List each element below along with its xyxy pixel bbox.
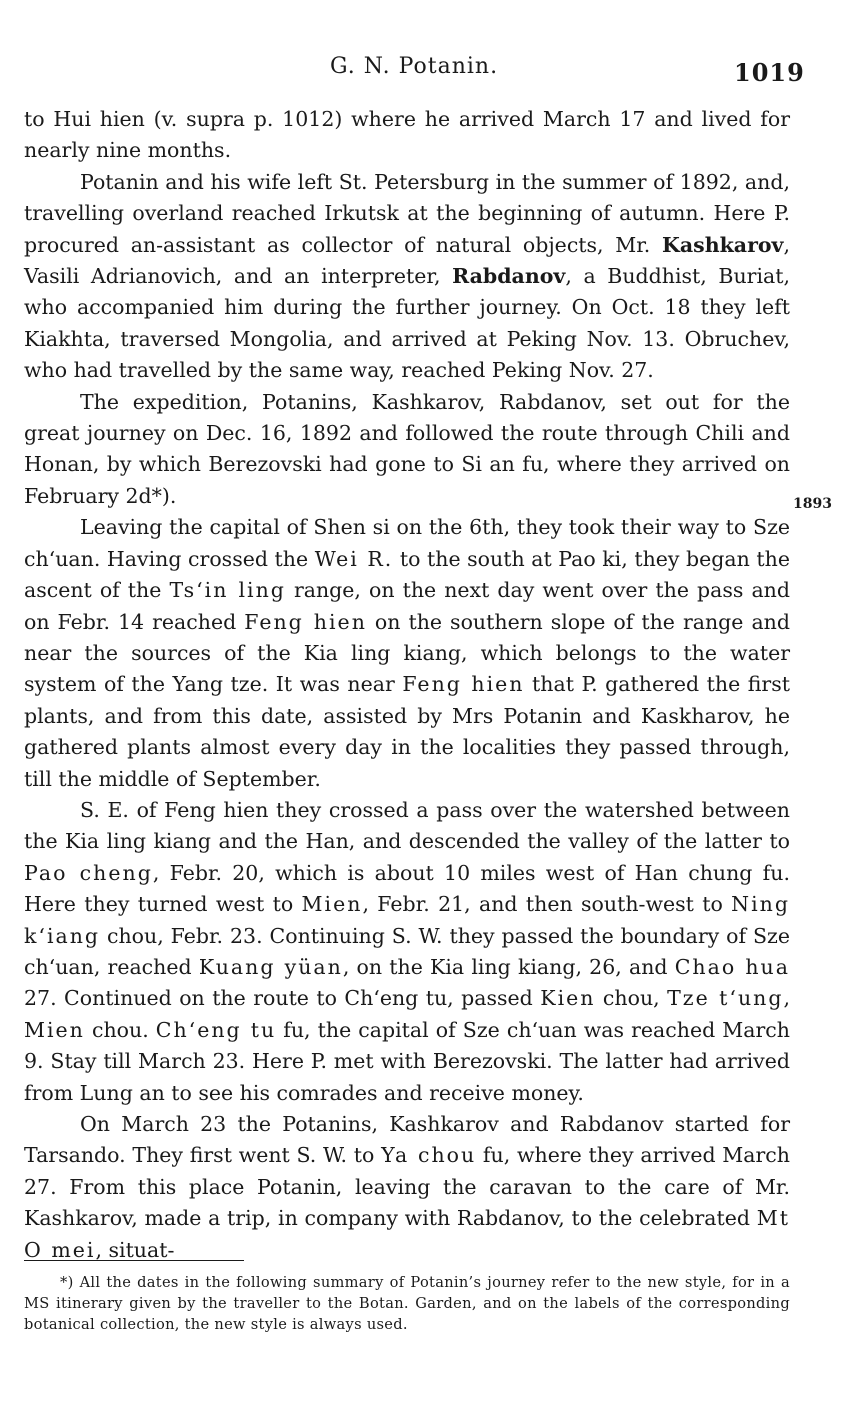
- page-header: [0, 54, 850, 86]
- footnote-rule: [24, 1260, 244, 1261]
- footnote: *) All the dates in the following summary of Potanin’s journey refer to the new style, for in a MS itinerary given by the traveller to the Botan. Garden, and on the labels of the corresponding botanical collection, the new style is always used.: [24, 1274, 790, 1333]
- paragraph-3: The expedition, Potanins, Kashkarov, Rabdanov, set out for the great journey on Dec. 16, 1892 and followed the route through Chili and Honan, by which Berezovski had gone to Si an fu, where they arrived on February 2d*).: [24, 389, 790, 508]
- paragraph-6: On March 23 the Potanins, Kashkarov and Rabdanov started for Tarsando. They first went S. W. to Ya chou fu, where they arrived March 27. From this place Potanin, leaving the caravan to the care of Mr. Kashkarov, made a trip, in company with Rabdanov, to the celebrated Mt O mei, situat-: [24, 1112, 790, 1262]
- page-number: 1019: [734, 58, 805, 87]
- running-title: G. N. Potanin.: [330, 54, 499, 79]
- name-rabdanov: Rabdanov: [452, 264, 566, 289]
- margin-year-note: 1893: [793, 496, 832, 512]
- paragraph-5: S. E. of Feng hien they crossed a pass over the watershed between the Kia ling kiang and the Han, and descended the valley of the latter to Pao cheng, Febr. 20, which is about 10 miles west of Han chung fu. Here they turned west to Mien, Febr. 21, and then south-west to Ning k‘iang chou, Febr. 23. Continuing S. W. they passed the boundary of Sze ch‘uan, reached Kuang yüan, on the Kia ling kiang, 26, and Chao hua 27. Continued on the route to Ch‘eng tu, passed Kien chou, Tze t‘ung, Mien chou. Ch‘eng tu fu, the capital of Sze ch‘uan was reached March 9. Stay till March 23. Here P. met with Berezovski. The latter had arrived from Lung an to see his comrades and receive money.: [24, 797, 790, 1105]
- paragraph-1: to Hui hien (v. supra p. 1012) where he arrived March 17 and lived for nearly nine months.: [24, 107, 790, 163]
- paragraph-2: Potanin and his wife left St. Petersburg in the summer of 1892, and, travelling overland reached Irkutsk at the beginning of autumn. Here P. procured an-assistant as collector of natural objects, Mr. Kashkarov, Vasili Adrianovich, and an interpreter, Rabdanov, a Buddhist, Buriat, who accompanied him during the further journey. On Oct. 18 they left Kiakhta, traversed Mongolia, and arrived at Peking Nov. 13. Obruchev, who had travelled by the same way, reached Peking Nov. 27.: [24, 169, 790, 383]
- paragraph-4: Leaving the capital of Shen si on the 6th, they took their way to Sze ch‘uan. Having crossed the Wei R. to the south at Pao ki, they began the ascent of the Ts‘in ling range, on the next day went over the pass and on Febr. 14 reached Feng hien on the southern slope of the range and near the sources of the Kia ling kiang, which belongs to the water system of the Yang tze. It was near Feng hien that P. gathered the first plants, and from this date, assisted by Mrs Potanin and Kaskharov, he gathered plants almost every day in the localities they passed through, till the middle of September.: [24, 515, 790, 791]
- body-text: [24, 104, 790, 1266]
- name-kashkarov: Kashkarov: [662, 232, 784, 257]
